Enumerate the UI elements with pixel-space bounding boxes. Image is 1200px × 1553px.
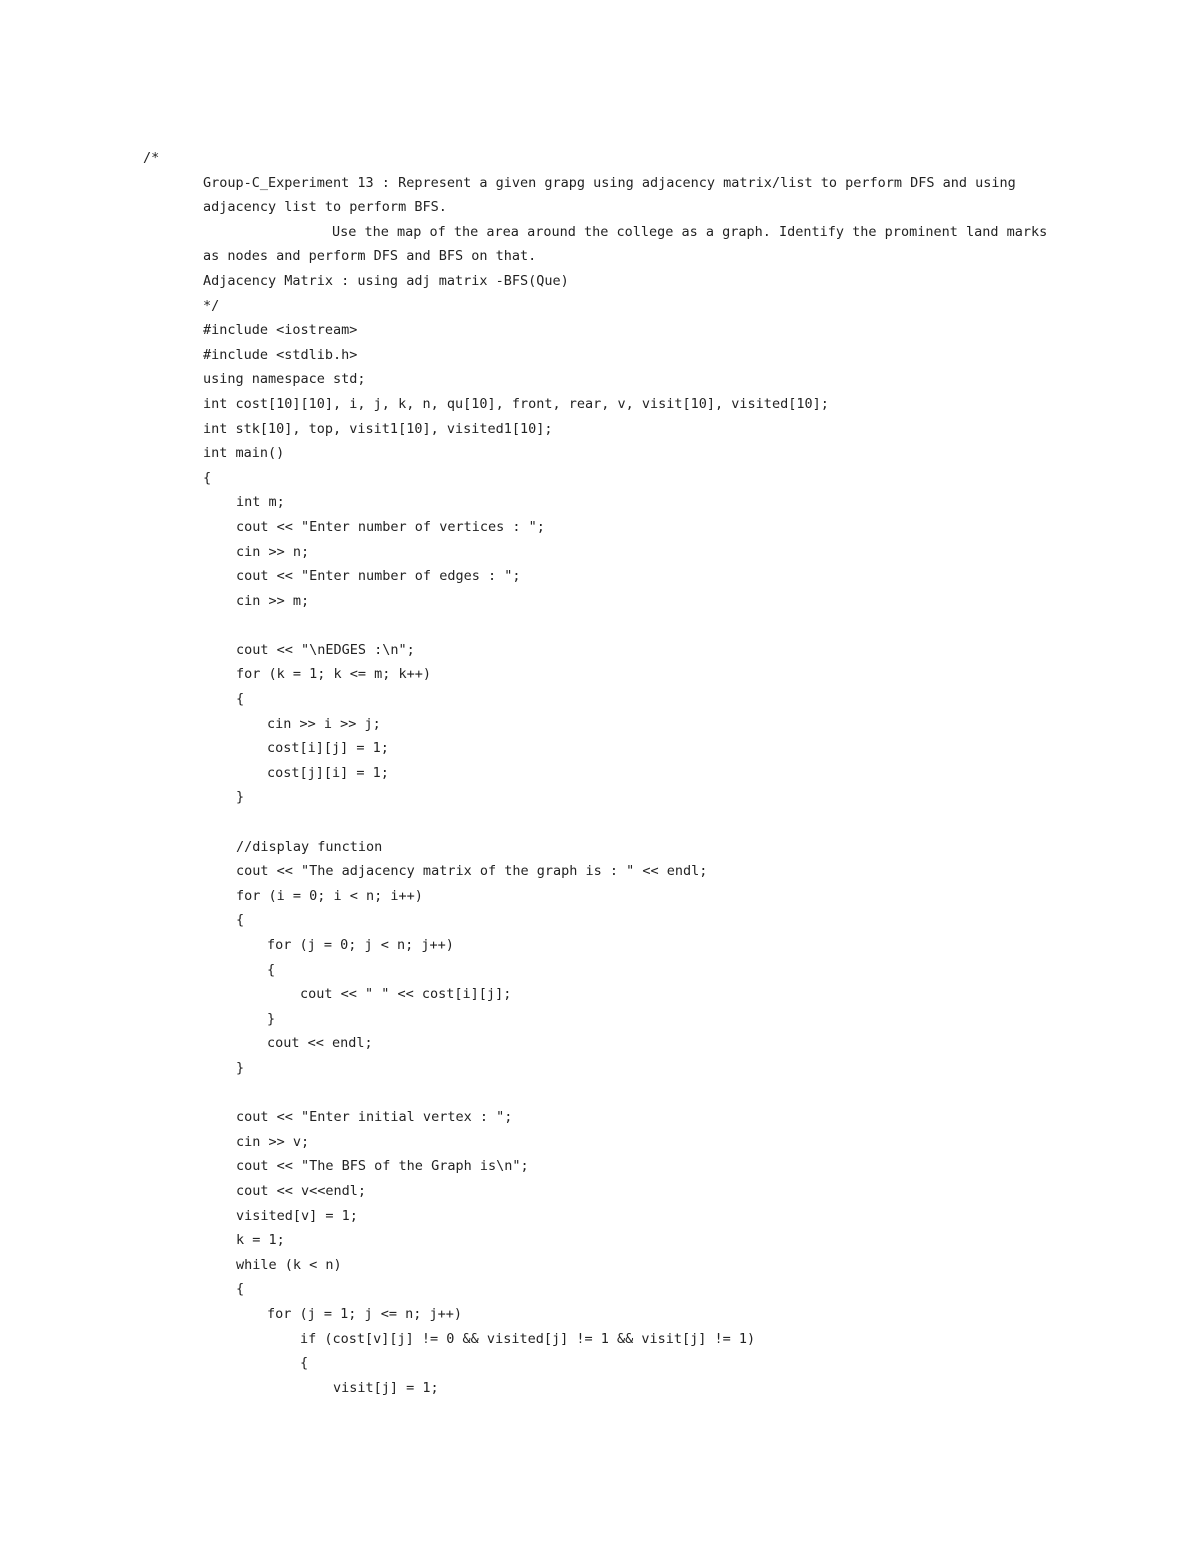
code-line: cin >> i >> j; bbox=[267, 715, 381, 732]
code-line bbox=[0, 810, 1200, 835]
code-line: cin >> v; bbox=[236, 1133, 310, 1150]
code-line: #include <stdlib.h> bbox=[203, 346, 358, 363]
code-line: adjacency list to perform BFS. bbox=[203, 199, 447, 216]
code-line: Use the map of the area around the college as a graph. Identify the prominent land marks bbox=[332, 223, 1048, 240]
code-listing bbox=[0, 146, 1200, 1400]
code-line: int stk[10], top, visit1[10], visited1[10]; bbox=[203, 420, 553, 437]
code-line: cout << " " << cost[i][j]; bbox=[300, 986, 512, 1003]
code-line: /* bbox=[143, 150, 160, 166]
code-line: for (k = 1; k <= m; k++) bbox=[236, 666, 432, 683]
code-line: //display function bbox=[236, 838, 383, 855]
code-line: int cost[10][10], i, j, k, n, qu[10], front, rear, v, visit[10], visited[10]; bbox=[203, 395, 829, 412]
code-line: visit[j] = 1; bbox=[333, 1379, 439, 1396]
code-line: { bbox=[236, 1281, 245, 1298]
code-line: } bbox=[267, 1010, 276, 1027]
code-line: for (j = 1; j <= n; j++) bbox=[267, 1305, 463, 1322]
code-line: int main() bbox=[203, 445, 285, 462]
code-line: Adjacency Matrix : using adj matrix -BFS(Que) bbox=[203, 272, 569, 289]
code-line: cout << "Enter number of edges : "; bbox=[236, 568, 521, 585]
code-line: while (k < n) bbox=[236, 1256, 342, 1273]
code-line: { bbox=[236, 912, 245, 929]
code-line bbox=[0, 1081, 1200, 1106]
code-line: cout << v<<endl; bbox=[236, 1182, 367, 1199]
code-line: as nodes and perform DFS and BFS on that. bbox=[203, 248, 537, 265]
code-line: { bbox=[267, 961, 276, 978]
code-line: cout << "Enter number of vertices : "; bbox=[236, 518, 545, 535]
code-line: #include <iostream> bbox=[203, 322, 358, 339]
code-line: k = 1; bbox=[236, 1232, 285, 1249]
code-line: int m; bbox=[236, 494, 285, 511]
code-line: cout << "Enter initial vertex : "; bbox=[236, 1109, 513, 1126]
code-line: cost[i][j] = 1; bbox=[267, 740, 389, 757]
code-line: cin >> n; bbox=[236, 543, 310, 560]
code-line: if (cost[v][j] != 0 && visited[j] != 1 && visit[j] != 1) bbox=[300, 1330, 756, 1347]
code-line: } bbox=[236, 1059, 245, 1076]
code-line: visited[v] = 1; bbox=[236, 1207, 358, 1224]
code-line: for (j = 0; j < n; j++) bbox=[267, 937, 454, 953]
code-line: */ bbox=[203, 297, 220, 314]
code-line: cout << "\nEDGES :\n"; bbox=[236, 641, 415, 658]
code-line: { bbox=[300, 1355, 309, 1372]
code-line: Group-C_Experiment 13 : Represent a given grapg using adjacency matrix/list to perform DFS and using bbox=[203, 174, 1016, 191]
code-line: { bbox=[236, 691, 245, 708]
code-line: cout << endl; bbox=[267, 1035, 373, 1052]
code-line: cout << "The BFS of the Graph is\n"; bbox=[236, 1158, 529, 1175]
code-line: { bbox=[203, 469, 212, 486]
code-line: cout << "The adjacency matrix of the graph is : " << endl; bbox=[236, 863, 708, 880]
code-line: cin >> m; bbox=[236, 592, 310, 609]
code-line bbox=[0, 613, 1200, 638]
code-line: } bbox=[236, 789, 245, 806]
code-line: cost[j][i] = 1; bbox=[267, 764, 389, 781]
code-line: for (i = 0; i < n; i++) bbox=[236, 887, 423, 904]
code-line: using namespace std; bbox=[203, 371, 366, 388]
